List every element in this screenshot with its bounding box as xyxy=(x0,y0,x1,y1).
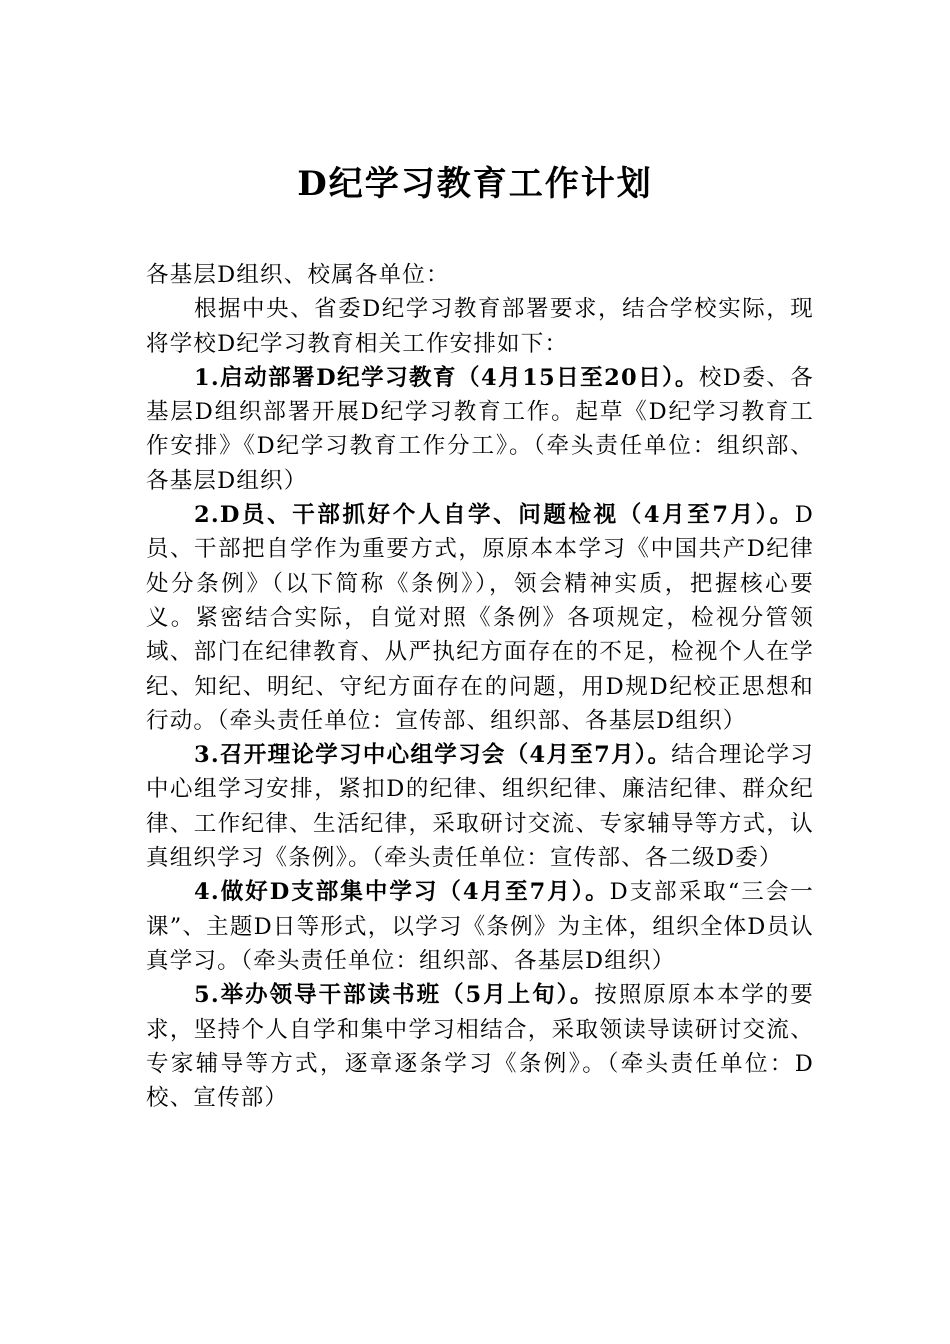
item-text: D员、干部把自学作为重要方式，原原本本学习《中国共产D纪律处分条例》（以下简称《条例》），领会精神实质，把握核心要义。紧密结合实际，自觉对照《条例》各项规定，检视分管领域、部门在纪律教育、从严执纪方面存在的不足，检视个人在学纪、知纪、明纪、守纪方面存在的问题，用D规D纪校正思想和行动。（牵头责任单位：宣传部、组织部、各基层D组织） xyxy=(146,502,814,734)
salutation: 各基层D组织、校属各单位： xyxy=(146,262,450,288)
item-heading: 2.D员、干部抓好个人自学、问题检视（4月至7月）。 xyxy=(194,502,795,529)
item-text: D支部采取“三会一课”、主题D日等形式，以学习《条例》为主体，组织全体D员认真学习。（牵头责任单位：组织部、各基层D组织） xyxy=(146,879,815,974)
document-title: D纪学习教育工作计划 xyxy=(297,164,653,204)
item-text: 结合理论学习中心组学习安排，紧扣D的纪律、组织纪律、廉洁纪律、群众纪律、工作纪律、生活纪律，采取研讨交流、专家辅导等方式，认真组织学习《条例》。（牵头责任单位：宣传部、各二级D委） xyxy=(146,742,814,872)
item-paragraph-5 xyxy=(146,978,814,1115)
item-heading: 3.召开理论学习中心组学习会（4月至7月）。 xyxy=(194,742,672,769)
item-paragraph-3 xyxy=(146,738,814,875)
item-heading: 5.举办领导干部读书班（5月上旬）。 xyxy=(194,982,595,1009)
item-paragraph-1 xyxy=(146,361,814,498)
intro-paragraph: 根据中央、省委D纪学习教育部署要求，结合学校实际，现将学校D纪学习教育相关工作安排如下： xyxy=(146,296,814,357)
document-body xyxy=(146,258,814,1115)
item-heading: 1.启动部署D纪学习教育（4月15日至20日）。 xyxy=(194,364,699,391)
item-text: 按照原原本本学的要求，坚持个人自学和集中学习相结合，采取领读导读研讨交流、专家辅导等方式，逐章逐条学习《条例》。（牵头责任单位：D校、宣传部） xyxy=(146,982,814,1112)
item-text: 校D委、各基层D组织部署开展D纪学习教育工作。起草《D纪学习教育工作安排》《D纪学习教育工作分工》。（牵头责任单位：组织部、各基层D组织） xyxy=(146,364,814,494)
item-heading: 4.做好D支部集中学习（4月至7月）。 xyxy=(194,879,610,906)
item-paragraph-2 xyxy=(146,498,814,738)
item-paragraph-4 xyxy=(146,875,814,978)
